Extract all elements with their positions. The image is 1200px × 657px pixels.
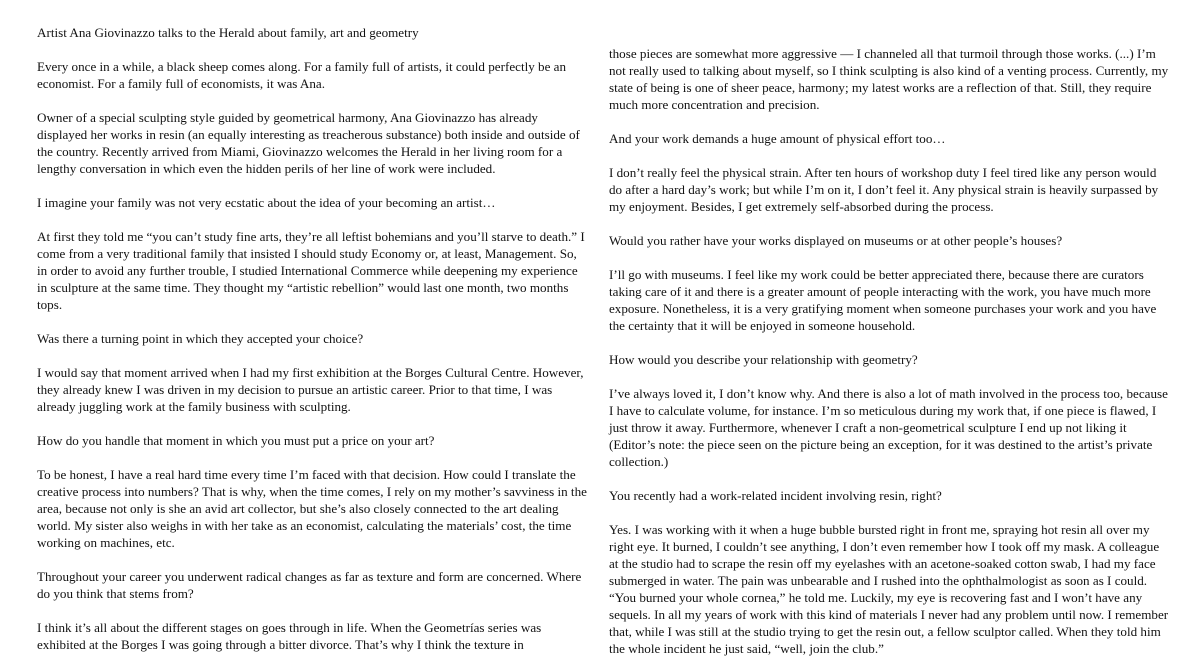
interview-answer: I’ve always loved it, I don’t know why. And there is also a lot of math involved in the process too, because I have to calculate volume, for instance. I’m so meticulous during my work that, if one piece is flawed, I just throw it away. Furthermore, whenever I craft a non-geometrical sculpture I end up not liking it (Editor’s note: the piece seen on the picture being an exception, for it was destined to the artist’s private collection.) <box>609 386 1168 469</box>
interview-question: How do you handle that moment in which you must put a price on your art? <box>37 433 435 448</box>
interview-question: And your work demands a huge amount of physical effort too… <box>609 131 946 146</box>
interview-answer-continued: those pieces are somewhat more aggressive — I channeled all that turmoil through those works. (...) I’m not really used to talking about myself, so I think sculpting is also kind of a venting process. Currently, my state of being is one of sheer peace, harmony; my latest works are a reflection of that. Still, they require much more concentration and precision. <box>609 46 1169 112</box>
intro-paragraph: Owner of a special sculpting style guided by geometrical harmony, Ana Giovinazzo has already displayed her works in resin (an equally interesting as treacherous substance) both inside and outside of the country. Recently arrived from Miami, Giovinazzo welcomes the Herald in her living room for a lengthy conversation in which even the hidden perils of her line of work were included. <box>37 110 580 176</box>
interview-answer: Yes. I was working with it when a huge bubble bursted right in front me, spraying hot resin all over my right eye. It burned, I couldn’t see anything, I don’t even remember how I took off my mask. A colleague at the studio had to scrape the resin off my eyelashes with an acetone-soaked cotton swab, I had my face submerged in water. The pain was unbearable and I rushed into the ophthalmologist as soon as I could. “You burned your whole cornea,” he told me. Luckily, my eye is recovering fast and I won’t have any sequels. In all my years of work with this kind of materials I never had any problem until now. I remember that, while I was still at the studio trying to get the resin out, a fellow sculptor called. When they told him the whole incident he just said, “well, join the club.” <box>609 522 1169 656</box>
interview-question: Throughout your career you underwent radical changes as far as texture and form are concerned. Where do you think that stems from? <box>37 569 582 601</box>
article-headline: Artist Ana Giovinazzo talks to the Herald about family, art and geometry <box>37 25 419 40</box>
interview-answer: To be honest, I have a real hard time every time I’m faced with that decision. How could I translate the creative process into numbers? That is why, when the time comes, I rely on my mother’s savviness in the area, because not only is she an avid art collector, but she’s also closely connected to the art dealing world. My sister also weighs in with her take as an economist, calculating the materials’ cost, the time working on machines, etc. <box>37 467 587 550</box>
interview-answer: I don’t really feel the physical strain. After ten hours of workshop duty I feel tired like any person would do after a hard day’s work; but while I’m on it, I don’t feel it. Any physical strain is heavily surpassed by my enjoyment. Besides, I get extremely self-absorbed during the process. <box>609 165 1159 214</box>
interview-answer: I would say that moment arrived when I had my first exhibition at the Borges Cultural Centre. However, they already knew I was driven in my decision to pursue an artistic career. Prior to that time, I was already juggling work at the family business with sculpting. <box>37 365 584 414</box>
interview-question: I imagine your family was not very ecstatic about the idea of your becoming an artist… <box>37 195 496 210</box>
interview-answer: I’ll go with museums. I feel like my work could be better appreciated there, because there are curators taking care of it and there is a greater amount of people interacting with the work, you have much more exposure. Nonetheless, it is a very gratifying moment when someone purchases your work and you have the certainty that it will be enjoyed in someone household. <box>609 267 1157 333</box>
interview-answer: At first they told me “you can’t study fine arts, they’re all leftist bohemians and you’ll starve to death.” I come from a very traditional family that insisted I should study Economy or, at least, Management. So, in order to avoid any further trouble, I studied International Commerce while deepening my experience in sculpture at the same time. They thought my “artistic rebellion” would last one month, two months tops. <box>37 229 585 312</box>
interview-question: You recently had a work-related incident involving resin, right? <box>609 488 942 503</box>
lede-paragraph: Every once in a while, a black sheep comes along. For a family full of artists, it could perfectly be an economist. For a family full of economists, it was Ana. <box>37 59 567 91</box>
right-column <box>609 45 1169 657</box>
interview-question: Would you rather have your works displayed on museums or at other people’s houses? <box>609 233 1063 248</box>
interview-question: How would you describe your relationship with geometry? <box>609 352 918 367</box>
interview-answer: I think it’s all about the different stages on goes through in life. When the Geometrías series was exhibited at the Borges I was going through a bitter divorce. That’s why I think the texture in <box>37 620 542 652</box>
interview-question: Was there a turning point in which they accepted your choice? <box>37 331 364 346</box>
left-column <box>37 24 590 653</box>
